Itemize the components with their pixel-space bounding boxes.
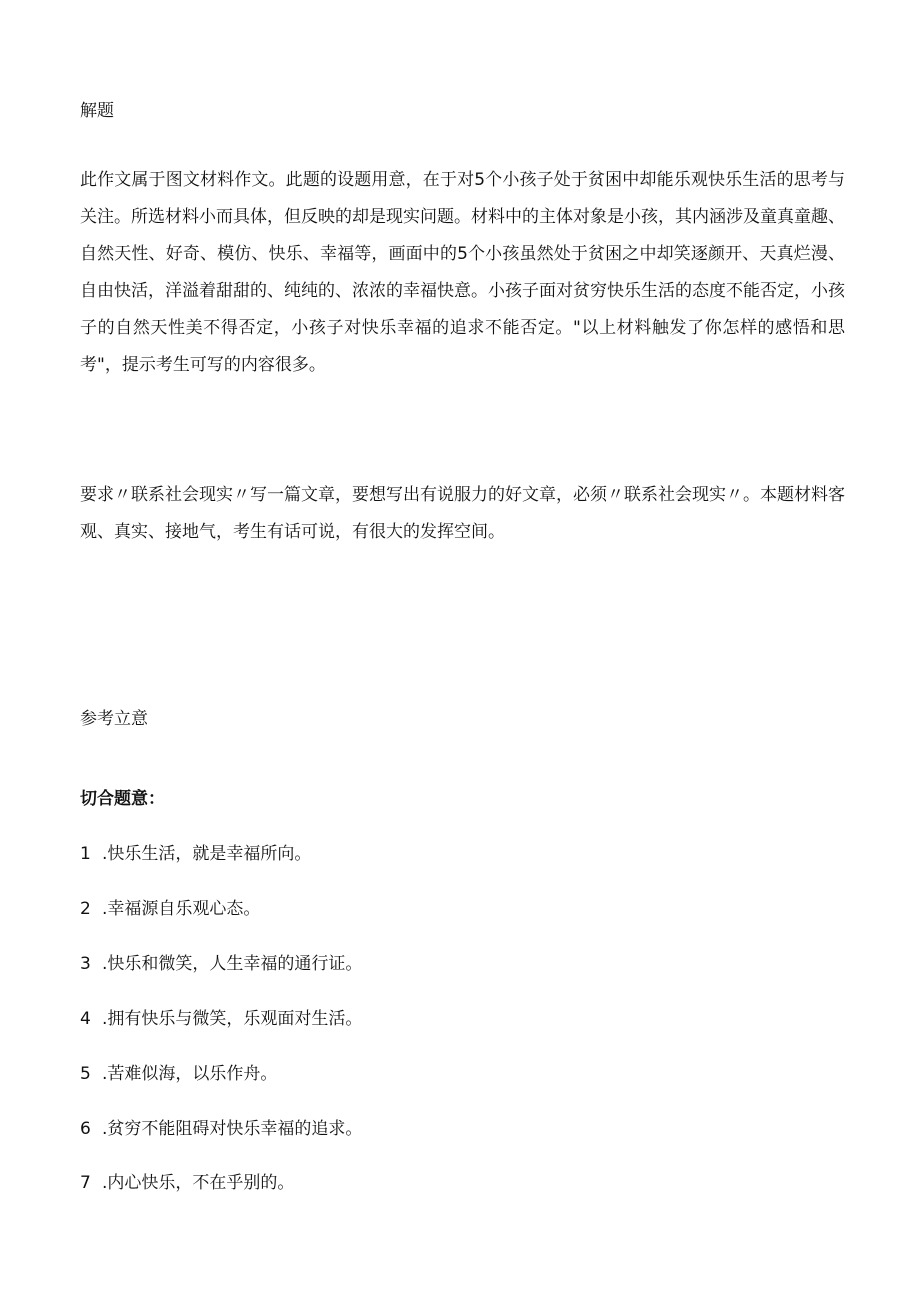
list-item-text: .苦难似海，以乐作舟。: [102, 1064, 278, 1084]
section-title-reference: 参考立意: [80, 709, 148, 729]
section-title-analysis: 解题: [80, 101, 114, 121]
reference-subtitle: 切合题意：: [80, 789, 165, 809]
list-item-text: .贫穷不能阻碍对快乐幸福的追求。: [102, 1119, 363, 1139]
list-item-number: 4: [80, 1009, 91, 1029]
list-item-number: 3: [80, 954, 91, 974]
list-item-text: .快乐生活，就是幸福所向。: [102, 844, 312, 864]
list-item-text: .内心快乐，不在乎别的。: [102, 1173, 295, 1193]
analysis-paragraph-2: 要求〃联系社会现实〃写一篇文章，要想写出有说服力的好文章，必须〃联系社会现实〃。本题材料客观、真实、接地气，考生有话可说，有很大的发挥空间。: [80, 485, 845, 542]
list-item: [80, 1007, 362, 1031]
list-item-number: 1: [80, 844, 91, 864]
list-item-number: 7: [80, 1173, 91, 1193]
analysis-paragraph-1: 此作文属于图文材料作文。此题的设题用意，在于对5个小孩子处于贫困中却能乐观快乐生活的思考与关注。所选材料小而具体，但反映的却是现实问题。材料中的主体对象是小孩，其内涵涉及童真童趣、自然天性、好奇、模仿、快乐、幸福等，画面中的5个小孩虽然处于贫困之中却笑逐颜开、天真烂漫、自由快活，洋溢着甜甜的、纯纯的、浓浓的幸福快意。小孩子面对贫穷快乐生活的态度不能否定，小孩子的自然天性美不得否定，小孩子对快乐幸福的追求不能否定。"以上材料触发了你怎样的感悟和思考"，提示考生可写的内容很多。: [80, 170, 845, 375]
list-item-number: 2: [80, 899, 91, 919]
list-item: [80, 897, 260, 921]
list-item-text: .拥有快乐与微笑，乐观面对生活。: [102, 1009, 363, 1029]
list-item-text: .幸福源自乐观心态。: [102, 899, 261, 919]
list-item-text: .快乐和微笑，人生幸福的通行证。: [102, 954, 363, 974]
list-item: [80, 842, 311, 866]
list-item: [80, 1171, 294, 1195]
list-item: [80, 1062, 277, 1086]
list-item: [80, 952, 362, 976]
list-item: [80, 1117, 362, 1141]
list-item-number: 5: [80, 1064, 91, 1084]
list-item-number: 6: [80, 1119, 91, 1139]
